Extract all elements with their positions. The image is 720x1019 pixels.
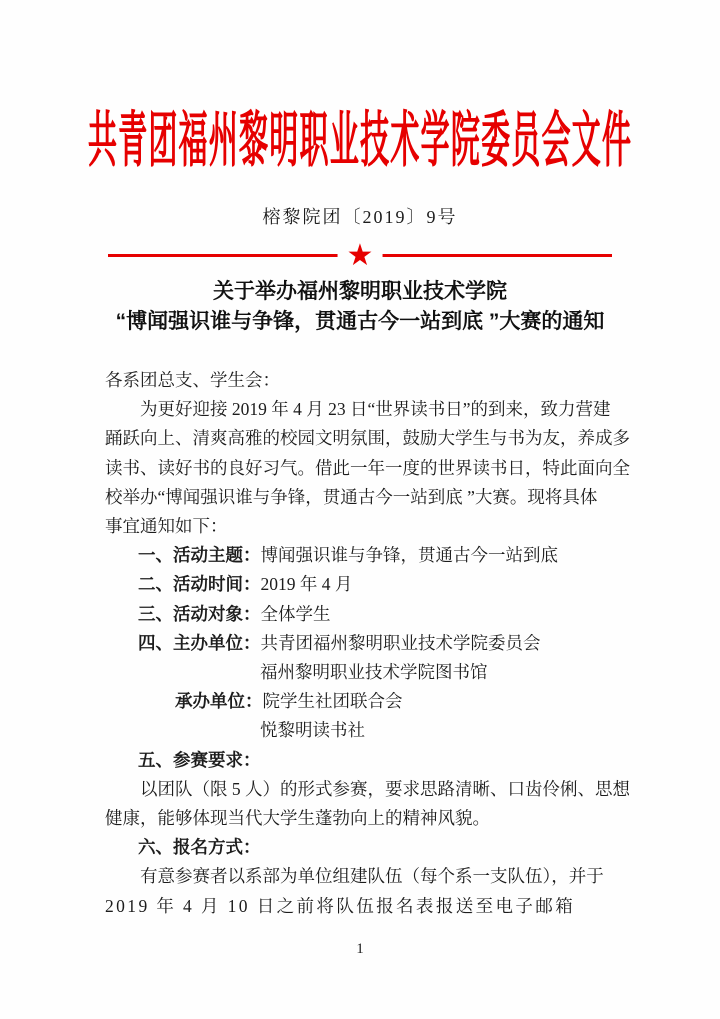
organizer-line2: 悦黎明读书社 (260, 720, 365, 741)
item-label: 一、活动主题： (138, 545, 261, 566)
item-text: 2019 年 4 月 (260, 574, 353, 595)
item-text: 院学生社团联合会 (262, 691, 403, 712)
page-number: 1 (356, 941, 364, 957)
registration-line: 2019 年 4 月 10 日之前将队伍报名表报送至电子邮箱 (105, 895, 576, 916)
requirements-line: 以团队（限 5 人）的形式参赛，要求思路清晰、口齿伶俐、思想 (140, 778, 630, 799)
item-text: 全体学生 (260, 603, 331, 624)
intro-line: 事宜通知如下： (105, 516, 228, 537)
document-body (105, 366, 630, 921)
intro-line: 踊跃向上、清爽高雅的校园文明氛围，鼓励大学生与书为友，养成多 (105, 428, 630, 449)
section-registration-heading: 六、报名方式： (138, 837, 261, 858)
red-divider-line (108, 238, 612, 272)
organizer-line (105, 687, 617, 716)
item-text: 博闻强识谁与争锋，贯通古今一站到底 (260, 545, 558, 566)
list-item-time (105, 570, 617, 599)
letterhead-org-title: 共青团福州黎明职业技术学院委员会文件 (87, 106, 633, 174)
intro-line: 校举办“博闻强识谁与争锋，贯通古今一站到底 ”大赛。现将具体 (105, 486, 598, 507)
doc-number: 榕黎院团〔2019〕9号 (262, 207, 458, 227)
document-title-line1: 关于举办福州黎明职业技术学院 (213, 280, 507, 303)
item-text: 共青团福州黎明职业技术学院委员会 (260, 632, 541, 653)
item-label: 三、活动对象： (138, 603, 261, 624)
item-label: 二、活动时间： (138, 574, 261, 595)
item-label: 四、主办单位： (138, 632, 261, 653)
intro-line: 为更好迎接 2019 年 4 月 23 日“世界读书日”的到来，致力营建 (140, 399, 611, 420)
requirements-line: 健康，能够体现当代大学生蓬勃向上的精神风貌。 (105, 808, 490, 829)
star-icon: ★ (338, 241, 383, 271)
section-requirements-heading: 五、参赛要求： (138, 749, 261, 770)
list-item-host (105, 629, 617, 658)
salutation: 各系团总支、学生会： (105, 370, 280, 390)
list-item-audience (105, 600, 617, 629)
item-label: 承办单位： (175, 691, 263, 712)
registration-line: 有意参赛者以系部为单位组建队伍（每个系一支队伍），并于 (140, 866, 604, 887)
list-item-theme (105, 541, 617, 570)
host-unit-line2: 福州黎明职业技术学院图书馆 (260, 662, 488, 683)
intro-line: 读书、读好书的良好习气。借此一年一度的世界读书日，特此面向全 (105, 457, 630, 478)
document-title-line2: “博闻强识谁与争锋，贯通古今一站到底 ”大赛的通知 (115, 310, 605, 333)
document-title (0, 277, 720, 337)
